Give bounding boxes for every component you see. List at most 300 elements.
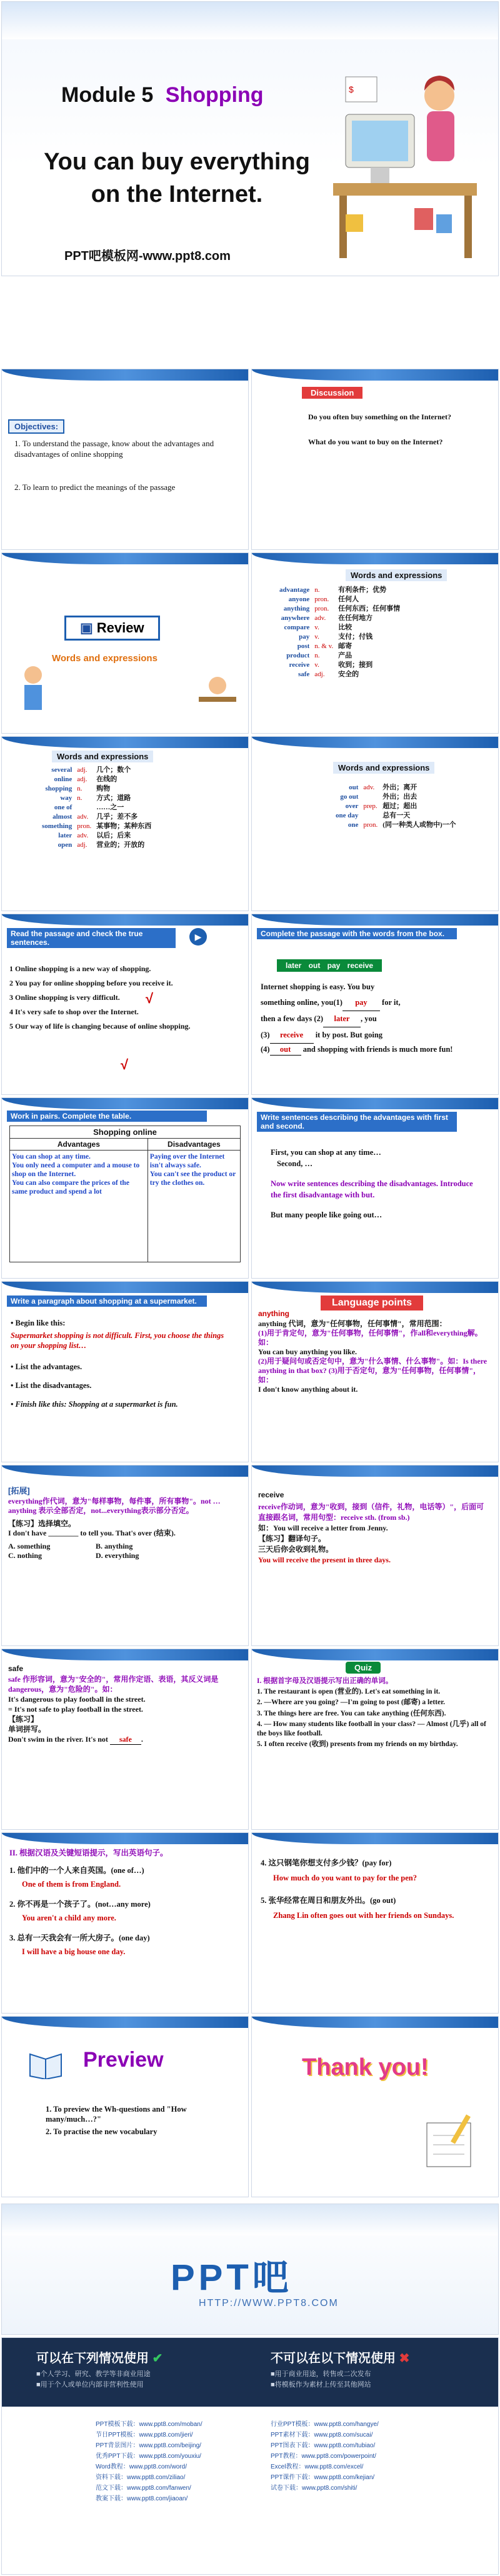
resource-link[interactable]: Excel教程：www.ppt8.com/excel/ [271,2464,364,2470]
slide-wave [2,553,248,564]
words-slide-2 [1,736,249,911]
example-sentence: = It's not safe to play football in the street. [8,1705,143,1714]
title-line-1: You can buy everything [44,149,310,175]
complete-passage-slide [251,914,499,1095]
thankyou-slide [251,2016,499,2197]
word-term: shopping [45,785,72,792]
example-line: Second, … [277,1159,312,1168]
task-banner: Write a paragraph about shopping at a supermarket. [7,1295,207,1307]
book-icon [27,2048,64,2079]
words-slide-1 [251,552,499,734]
word-term: one [348,821,359,829]
word-term: one of [54,804,72,811]
word-meaning: 有利条件；优势 [338,586,387,594]
objectives-slide [1,369,249,550]
word-pos: n. [314,652,320,659]
word-meaning: 比较 [338,624,352,631]
word-term: online [54,776,72,783]
paragraph-slide [1,1281,249,1462]
word-row [39,775,154,784]
guide-line: Begin like this: [15,1319,66,1327]
review-text: Review [96,620,144,636]
language-points-slide [251,1281,499,1462]
statement-1: 1 Online shopping is a new way of shopping. [9,964,151,973]
word-row [39,841,154,850]
preview-title: Preview [83,2048,164,2072]
word-row [39,812,154,822]
word-meaning: 安全的 [338,671,359,678]
advantages-cell: You can shop at any time. You only need a computer and a mouse to shop on the Internet. You can also compare the prices of the same product and spend a lot [10,1151,148,1262]
word-row [333,802,459,811]
translation-body [9,1848,234,1957]
resource-link[interactable]: PPT素材下载：www.ppt8.com/sucai/ [271,2432,373,2439]
col-disadvantages: Disadvantages [168,1140,221,1149]
word-row [333,821,459,830]
word-meaning: 购物 [96,785,111,792]
resource-link[interactable]: 教案下载：www.ppt8.com/jiaoan/ [96,2495,188,2502]
quiz-slide [251,1649,499,1830]
guide-example: Supermarket shopping is not difficult. First, you choose the things on your shopping list… [11,1331,224,1350]
quiz-item: 3. The things here are free. You can take anything (任何东西). [257,1709,446,1717]
book-icon: ▣ [80,620,93,636]
slide-wave [252,737,498,748]
word-pos: pron. [77,822,92,830]
disadvantages-cell: Paying over the Internet isn't always safe. You can't see the product or try the clothes on. [149,1153,236,1187]
word-pos: v. [314,661,319,669]
word-term: several [51,766,72,774]
word-pos [361,811,380,821]
word-pos: prep. [363,802,378,810]
shopping-illustration [321,21,489,271]
site-footer: PPT吧模板网-www.ppt8.com [64,249,231,263]
forbidden-item: ■用于商业用途，转售或二次发布 [271,2370,371,2378]
statement-list [9,964,216,1031]
slide-wave [2,1833,248,1844]
translation-question: 1. 他们中的一个人来自英国。(one of…) [9,1866,144,1875]
word-row [277,623,402,632]
word-pos: adj. [77,766,88,774]
allowed-item: ■个人学习、研究、教学等非商业用途 [36,2370,151,2378]
word-row [39,822,154,831]
words-header: Words and expressions [346,569,447,581]
word-list [277,586,402,679]
word-term: anything [283,605,310,612]
word-pos: n. [77,785,82,792]
word-term: open [58,841,72,849]
brand-slide [1,2204,499,2335]
word-term: over [345,802,359,810]
check-mark: √ [146,991,154,1006]
statement-3: 3 Online shopping is very difficult. [9,993,120,1002]
slide-wave [2,2017,248,2028]
passage-line: for it, [382,998,401,1007]
word-term: something [42,822,72,830]
word-term: anywhere [281,614,310,622]
example-sentence: 如：You will receive a letter from Jenny. [258,1524,388,1532]
safe-body [8,1674,239,1745]
play-icon[interactable]: ▶ [189,928,207,946]
blank-answer: pay [342,995,380,1011]
explanation [258,1319,489,1394]
instruction-line: Now write sentences describing the disadvantages. Introduce the first disadvantage with but. [271,1179,473,1199]
practice-answer: You will receive the present in three days. [258,1555,391,1564]
option-a[interactable]: A. something [8,1542,51,1550]
word-pos: v. [314,624,319,631]
example-line: First, you can shop at any time… [271,1148,381,1157]
blank-answer: safe [110,1734,141,1745]
quiz-item: 2. —Where are you going? —I'm going to post (邮寄) a letter. [257,1699,446,1706]
word-meaning: 几个；数个 [96,766,131,774]
explanation-line: safe 作形容词，意为"安全的"，常用作定语、表语，其反义词是dangerous，意为"危险的"。如： [8,1675,219,1694]
quiz-body [257,1677,489,1749]
resource-link[interactable]: 行业PPT模板：www.ppt8.com/hangye/ [271,2421,379,2428]
resource-link[interactable]: PPT模板下载：www.ppt8.com/moban/ [96,2421,202,2428]
resource-link[interactable]: 优秀PPT下载：www.ppt8.com/youxiu/ [96,2453,201,2460]
preview-item: 1. To preview the Wh-questions and "How many/much…?" [46,2105,187,2124]
word-row [277,614,402,623]
quiz-item: 4. — How many students like football in your class? — Almost (几乎) all of the boys like football. [257,1720,486,1737]
resource-link[interactable]: PPT教程：www.ppt8.com/powerpoint/ [271,2453,376,2460]
brand-logo: PPT吧 [171,2257,292,2298]
statement-4: 4 It's very safe to shop over the Internet. [9,1007,139,1016]
slide-wave [252,553,498,564]
preview-slide [1,2016,249,2197]
word-pos: n. [77,794,82,802]
word-pos: adv. [77,832,89,839]
discussion-label: Discussion [302,387,362,399]
module-label: Module 5 [61,83,154,107]
word-pos: adj. [77,841,88,849]
word-row [39,784,154,794]
word-term: compare [284,624,310,631]
svg-text:$: $ [349,84,354,94]
resource-link[interactable]: PPT课件下载：www.ppt8.com/kejian/ [271,2474,375,2481]
word-pos: adv. [314,614,326,622]
word-row [39,766,154,775]
blank-answer: out [270,1044,301,1056]
guide-line: List the advantages. [15,1362,82,1371]
quiz-item: 1. The restaurant is open (营业的). Let's eat something in it. [257,1687,441,1695]
word-term: advantage [279,586,310,594]
resource-link[interactable]: 试卷下载：www.ppt8.com/shiti/ [271,2485,358,2492]
paragraph-guide: • Begin like this: Supermarket shopping is not difficult. First, you choose the things on your shopping list… • List the advantages. • List the disadvantages. • Finish like this: Shopping at a supermarket is fun. [11,1318,229,1409]
key-word: anything [258,1309,289,1318]
terms-header [2,2338,499,2407]
slide-wave [2,369,248,381]
preview-item: 2. To practise the new vocabulary [46,2127,158,2136]
word-meaning: 产品 [338,652,352,659]
translation-question: 5. 张华经常在周日和朋友外出。(go out) [261,1896,396,1905]
resource-link[interactable]: PPT背景图片：www.ppt8.com/beijing/ [96,2442,201,2449]
resource-link[interactable]: PPT图表下载：www.ppt8.com/tubiao/ [271,2442,376,2449]
practice-label: 【练习】选择填空。 [8,1519,76,1528]
word-pos: adv. [77,813,89,821]
resource-link[interactable]: 范文下载：www.ppt8.com/fanwen/ [96,2485,191,2492]
page-title [27,146,327,211]
word-meaning: (同一种类人或物中)一个 [382,821,456,829]
practice-sentence: Don't swim in the river. It's not [8,1735,108,1744]
word-pos: pron. [314,605,329,612]
task-banner: Complete the passage with the words from the box. [257,928,457,939]
word-term: out [349,784,359,791]
word-term: one day [336,812,359,819]
objective-2: 2. To learn to predict the meanings of the passage [14,482,176,492]
slide-wave [252,1465,498,1477]
word-list [333,783,459,830]
preview-items [46,2104,233,2137]
word-row [277,651,402,661]
word-meaning: 超过；超出 [382,802,418,810]
discussion-question-2: What do you want to buy on the Internet? [308,437,443,446]
word-meaning: 某事物；某种东西 [96,822,152,830]
word-row [333,792,459,802]
translation-question: 2. 你不再是一个孩子了。(not…any more) [9,1900,151,1909]
word-row [277,661,402,670]
check-mark: √ [121,1057,129,1072]
word-list [39,766,154,850]
module-topic: Shopping [165,83,264,107]
review-label [64,616,160,641]
title-slide [1,1,499,276]
header-stripe [2,2204,499,2235]
words-header: Words and expressions [52,751,153,762]
quiz-label: Quiz [346,1662,381,1674]
word-row [277,595,402,604]
slide-wave [252,914,498,926]
passage-line: then a few days (2) [261,1014,323,1023]
brand-url: HTTP://WWW.PPT8.COM [199,2298,339,2309]
passage-line: and shopping with friends is much more fun! [302,1045,453,1054]
word-term: product [286,652,310,659]
desk-icon [196,672,239,716]
translation-slide-2 [251,1832,499,2014]
word-term: go out [340,793,359,801]
slide-wave [252,1833,498,1844]
thankyou-text: Thank you! [302,2054,429,2080]
extension-body [8,1497,239,1560]
word-meaning: 任何人 [338,596,359,603]
word-meaning: 营业的；开放的 [96,841,145,849]
word-term: later [58,832,72,839]
word-row [277,604,402,614]
slide-wave [252,2017,498,2028]
word-term: way [60,794,72,802]
forbidden-list [271,2369,371,2390]
forbidden-item: ■将模板作为素材上传至其他网站 [271,2381,371,2389]
word-pos: v. [314,633,319,641]
word-meaning: 外出；离开 [382,784,418,791]
guide-line: List the disadvantages. [15,1381,92,1390]
translation-question: 4. 这只钢笔你想支付多少钱？(pay for) [261,1859,392,1867]
slide-wave [252,1649,498,1660]
word-meaning: ……之一 [96,804,124,811]
extension-label: [拓展] [8,1486,30,1495]
slide-wave [2,1649,248,1660]
word-meaning: 总有一天 [382,812,411,819]
allowed-item: ■用于个人或单位内部非营利性使用 [36,2381,144,2389]
word-pos [361,792,380,802]
links-left [96,2419,202,2504]
word-term: almost [52,813,72,821]
translation-answer: One of them is from England. [22,1880,121,1889]
passage-line: Internet shopping is easy. You buy [261,982,375,991]
word-row [277,632,402,642]
word-pos: adj. [77,776,88,783]
pair-table-slide [1,1097,249,1279]
word-row [39,803,154,812]
objective-1: 1. To understand the passage, know about the advantages and disadvantages of online shopping [14,439,214,459]
blank-answer: receive [270,1027,314,1044]
resource-link[interactable]: Word教程：www.ppt8.com/word/ [96,2464,187,2470]
translation-answer: I will have a big house one day. [22,1947,126,1956]
example-line: But many people like going out… [271,1211,382,1219]
explanation-line: everything作代词，意为"每样事物，每件事，所有事物"。not … anything 表示全部否定，not...everything表示部分否定。 [8,1497,221,1515]
practice-question: I don't have ________ to tell you. That's over (结束). [8,1529,176,1537]
blank-answer: later [323,1011,361,1027]
translation-answer: Zhang Lin often goes out with her friends on Sundays. [273,1911,454,1920]
resource-link[interactable]: 节日PPT模板：www.ppt8.com/jieri/ [96,2432,193,2439]
extension-slide [1,1465,249,1646]
module-heading [61,83,264,107]
table-title: Shopping online [10,1126,240,1139]
passage-line: , you [361,1014,377,1023]
quiz-item: 5. I often receive (收到) presents from my friends on my birthday. [257,1740,458,1748]
sentence-examples [271,1147,477,1221]
col-advantages: Advantages [10,1139,148,1150]
practice-question: 单词拼写。 [8,1725,46,1734]
word-pos: adj. [314,671,325,678]
slide-wave [252,1098,498,1109]
word-pos: adv. [363,784,375,791]
words-header: Words and expressions [333,762,434,774]
option-d[interactable]: D. everything [96,1551,139,1560]
forbidden-title: 不可以在以下情况使用 ✖ [271,2352,410,2365]
discussion-slide [251,369,499,550]
review-slide [1,552,249,734]
word-term: anyone [288,596,310,603]
check-icon: ✔ [152,2352,163,2365]
word-meaning: 外出；出去 [382,793,418,801]
read-check-slide [1,914,249,1095]
links-right [271,2419,379,2494]
translation-answer: You aren't a child any more. [22,1914,116,1922]
allowed-title: 可以在下列情况使用 ✔ [36,2352,163,2365]
receive-body [258,1502,489,1565]
statement-5: 5 Our way of life is changing because of online shopping. [9,1022,191,1031]
slide-wave [252,1282,498,1293]
practice-sentence: . [141,1735,143,1744]
student-icon [14,662,52,712]
word-meaning: 邮寄 [338,642,352,650]
word-row [333,783,459,792]
translation-question: 3. 总有一天我会有一所大房子。(one day) [9,1934,150,1942]
explanation-line: (2)用于疑问句或否定句中，意为"什么事情、什么事物"。如：Is there anything in that box? (3)用于否定句，意为"任何事物，任何事情"，如： [258,1357,488,1384]
slide-wave [2,737,248,748]
word-term: receive [289,661,310,669]
word-term: safe [298,671,310,678]
practice-question: 三天后你会收到礼物。 [258,1545,334,1554]
word-meaning: 在线的 [96,776,118,783]
word-meaning: 在任何地方 [338,614,373,622]
statement-2: 2 You pay for online shopping before you receive it. [9,979,173,987]
practice-label: 【练习】 [8,1715,39,1724]
slide-wave [2,1282,248,1293]
key-word: safe [8,1664,24,1673]
option-c[interactable]: C. nothing [8,1551,42,1560]
slide-wave [252,369,498,381]
slide-wave [2,1465,248,1477]
word-pos: n. & v. [314,642,334,650]
word-pos: pron. [314,596,329,603]
option-b[interactable]: B. anything [96,1542,133,1550]
translation-body [261,1858,486,1920]
review-subtitle: Words and expressions [52,653,158,664]
allowed-list [36,2369,151,2390]
receive-slide [251,1465,499,1646]
word-row [277,642,402,651]
slide-wave [2,914,248,926]
example-sentence: It's dangerous to play football in the street. [8,1695,146,1704]
discussion-question-1: Do you often buy something on the Internet? [308,412,452,421]
word-meaning: 几乎；差不多 [96,813,138,821]
title-line-2: on the Internet. [91,181,263,207]
word-meaning: 以后；后来 [96,832,131,839]
word-row [39,794,154,803]
word-row [277,670,402,679]
explanation-line: anything 代词，意为"任何事物，任何事情"，常用范围： [258,1319,447,1328]
word-term: post [297,642,310,650]
word-row [277,586,402,595]
passage-line: something online, you(1) [261,998,342,1007]
cross-icon: ✖ [399,2352,410,2365]
task-banner: Work in pairs. Complete the table. [7,1111,207,1122]
practice-label: 【练习】翻译句子。 [258,1534,326,1543]
explanation-line: receive作动词，意为"收到，接到（信件，礼物，电话等）"，后面可直接跟名词，常用句型：receive sth. (from sb.) [258,1502,484,1522]
translation-instruction: II. 根据汉语及关键短语提示，写出英语句子。 [9,1849,168,1857]
explanation-line: (1)用于肯定句，意为"任何事物，任何事情"，作all和everything解。如： [258,1329,482,1347]
translation-answer: How much do you want to pay for the pen? [273,1874,417,1882]
write-sentences-slide [251,1097,499,1279]
task-banner: Read the passage and check the true sentences. [7,928,176,948]
word-pos [74,803,94,812]
word-row [39,831,154,841]
passage-line: it by post. But going [315,1031,383,1039]
quiz-instruction: I. 根据首字母及汉语提示写出正确的单词。 [257,1677,393,1685]
advantages-table [9,1126,241,1262]
word-meaning: 收到；接到 [338,661,373,669]
example-sentence: You can buy anything you like. [258,1347,358,1356]
word-row [333,811,459,821]
safe-slide [1,1649,249,1830]
notebook-icon [421,2110,477,2173]
language-points-heading: Language points [321,1295,423,1310]
task-banner: Write sentences describing the advantages with first and second. [257,1112,457,1132]
word-term: pay [299,633,310,641]
word-meaning: 任何东西；任何事情 [338,605,401,612]
word-box: later out pay receive [277,959,382,972]
translation-slide [1,1832,249,2014]
slide-wave [2,1098,248,1109]
guide-line: Finish like this: Shopping at a supermarket is fun. [15,1400,178,1409]
passage [261,979,486,1056]
word-meaning: 支付；付钱 [338,633,373,641]
passage-line: (3) [261,1031,270,1039]
passage-line: (4) [261,1045,270,1054]
resource-link[interactable]: 资料下载：www.ppt8.com/ziliao/ [96,2474,186,2481]
word-meaning: 方式；道路 [96,794,131,802]
word-pos: pron. [363,821,378,829]
objectives-label: Objectives: [8,419,64,434]
